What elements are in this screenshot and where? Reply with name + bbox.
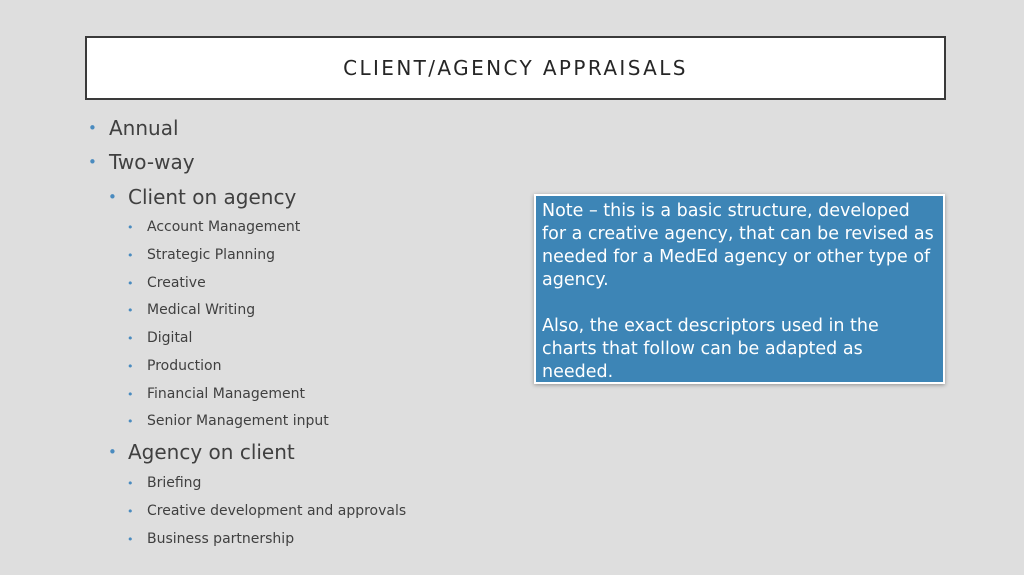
sub-bullet-label: Account Management bbox=[147, 219, 301, 235]
sub-bullet-label: Creative bbox=[147, 275, 206, 291]
sub-bullet-label: Business partnership bbox=[147, 531, 295, 547]
bullet-icon: • bbox=[127, 533, 134, 546]
sub-bullet-label: Strategic Planning bbox=[147, 247, 276, 263]
slide-title: CLIENT/AGENCY APPRAISALS bbox=[343, 56, 688, 80]
note-paragraph-1: Note – this is a basic structure, developed for a creative agency, that can be revised as needed for a MedEd agency or other type of agency. bbox=[542, 201, 934, 290]
note-callout bbox=[534, 194, 945, 384]
sub-bullet-label: Senior Management input bbox=[147, 413, 329, 429]
bullet-label: Annual bbox=[109, 116, 179, 140]
sub-bullet-label: Medical Writing bbox=[147, 302, 256, 318]
sub-bullet-label: Financial Management bbox=[147, 386, 305, 402]
bullet-icon: • bbox=[127, 477, 134, 490]
bullet-label: Two-way bbox=[109, 150, 195, 174]
sub-bullet-label: Creative development and approvals bbox=[147, 503, 407, 519]
bullet-icon: • bbox=[127, 221, 134, 234]
bullet-icon: • bbox=[88, 153, 97, 171]
bullet-icon: • bbox=[127, 505, 134, 518]
slide-title-box bbox=[85, 36, 946, 100]
bullet-icon: • bbox=[88, 119, 97, 137]
bullet-icon: • bbox=[127, 360, 134, 373]
sub-bullet-label: Briefing bbox=[147, 475, 202, 491]
bullet-icon: • bbox=[127, 332, 134, 345]
bullet-icon: • bbox=[127, 249, 134, 262]
bullet-label: Agency on client bbox=[128, 440, 295, 464]
bullet-label: Client on agency bbox=[128, 185, 297, 209]
bullet-icon: • bbox=[127, 277, 134, 290]
bullet-icon: • bbox=[127, 304, 134, 317]
sub-bullet-label: Production bbox=[147, 358, 222, 374]
sub-bullet-label: Digital bbox=[147, 330, 193, 346]
bullet-icon: • bbox=[127, 388, 134, 401]
bullet-icon: • bbox=[108, 443, 117, 461]
note-paragraph-2: Also, the exact descriptors used in the charts that follow can be adapted as needed. bbox=[542, 316, 879, 382]
bullet-icon: • bbox=[127, 415, 134, 428]
bullet-icon: • bbox=[108, 188, 117, 206]
